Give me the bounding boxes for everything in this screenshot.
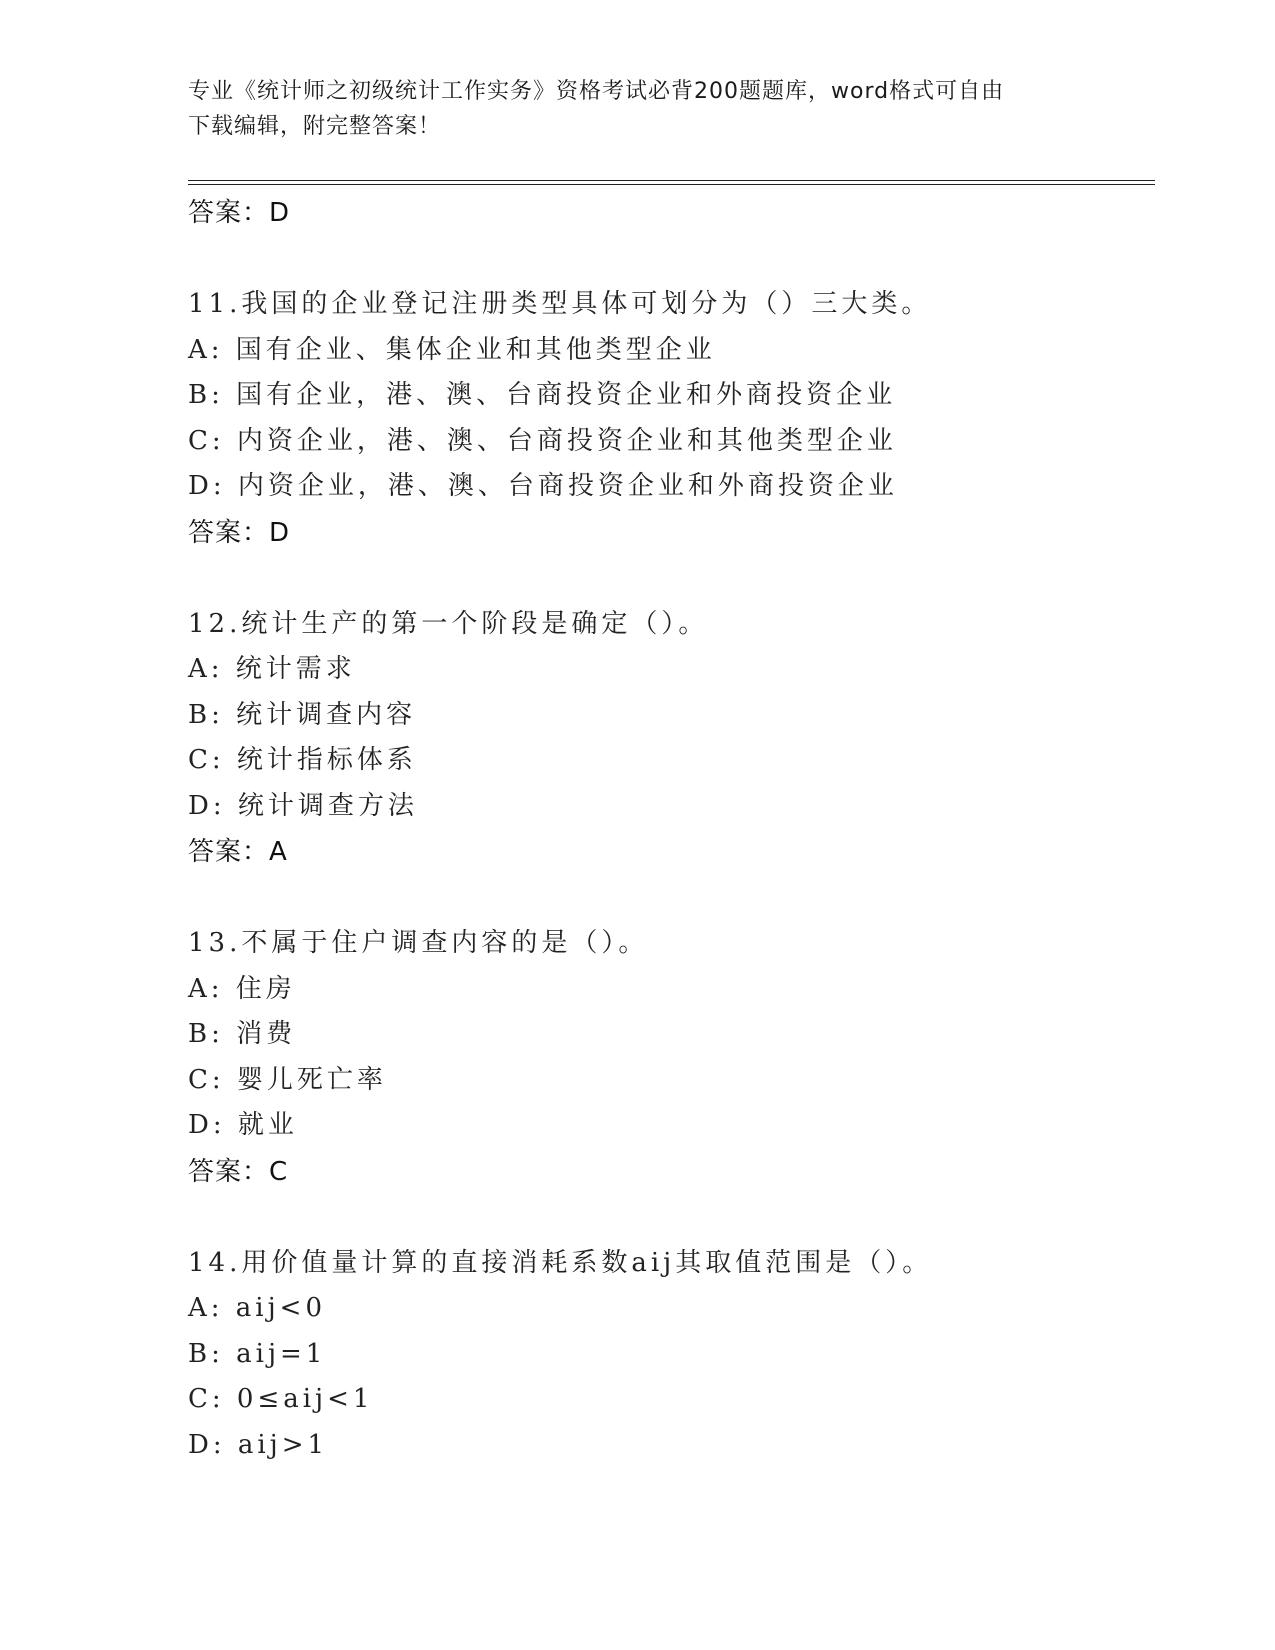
option-c: C: 统计指标体系 bbox=[188, 745, 417, 775]
option-a: A: 住房 bbox=[188, 973, 296, 1004]
answer: 答案：D bbox=[188, 517, 291, 548]
header-title-line-2: 下载编辑，附完整答案！ bbox=[188, 114, 442, 139]
option-a: A: 国有企业、集体企业和其他类型企业 bbox=[188, 334, 716, 365]
option-c: C: 内资企业，港、澳、台商投资企业和其他类型企业 bbox=[188, 425, 897, 456]
option-b: B: 国有企业，港、澳、台商投资企业和外商投资企业 bbox=[188, 380, 897, 410]
option-c: C: 婴儿死亡率 bbox=[188, 1064, 387, 1095]
header-title-line-1: 专业《统计师之初级统计工作实务》资格考试必背200题题库，word格式可自由 bbox=[188, 79, 1005, 104]
document-header bbox=[188, 74, 1088, 144]
answer: 答案：A bbox=[188, 837, 288, 867]
option-c: C: 0≤aij<1 bbox=[188, 1384, 374, 1414]
option-b: B: aij=1 bbox=[188, 1338, 327, 1369]
option-d: D: 就业 bbox=[188, 1110, 298, 1140]
option-d: D: 内资企业，港、澳、台商投资企业和外商投资企业 bbox=[188, 471, 898, 501]
question-14 bbox=[188, 1241, 1155, 1469]
document-body bbox=[188, 190, 1155, 1468]
question-stem: 12.统计生产的第一个阶段是确定（）。 bbox=[188, 608, 709, 639]
header-divider bbox=[188, 180, 1155, 185]
option-b: B: 统计调查内容 bbox=[188, 699, 417, 730]
option-b: B: 消费 bbox=[188, 1019, 297, 1049]
answer: 答案：C bbox=[188, 1156, 289, 1187]
question-12 bbox=[188, 602, 1155, 876]
option-a: A: 统计需求 bbox=[188, 654, 356, 684]
question-stem: 11.我国的企业登记注册类型具体可划分为（）三大类。 bbox=[188, 289, 932, 319]
answer-previous: 答案：D bbox=[188, 198, 291, 228]
question-11 bbox=[188, 282, 1155, 556]
question-stem: 13.不属于住户调查内容的是（）。 bbox=[188, 928, 649, 958]
question-13 bbox=[188, 921, 1155, 1195]
question-stem: 14.用价值量计算的直接消耗系数aij其取值范围是（）。 bbox=[188, 1247, 933, 1278]
option-d: D: aij>1 bbox=[188, 1429, 329, 1460]
option-d: D: 统计调查方法 bbox=[188, 790, 418, 821]
option-a: A: aij<0 bbox=[188, 1293, 327, 1323]
